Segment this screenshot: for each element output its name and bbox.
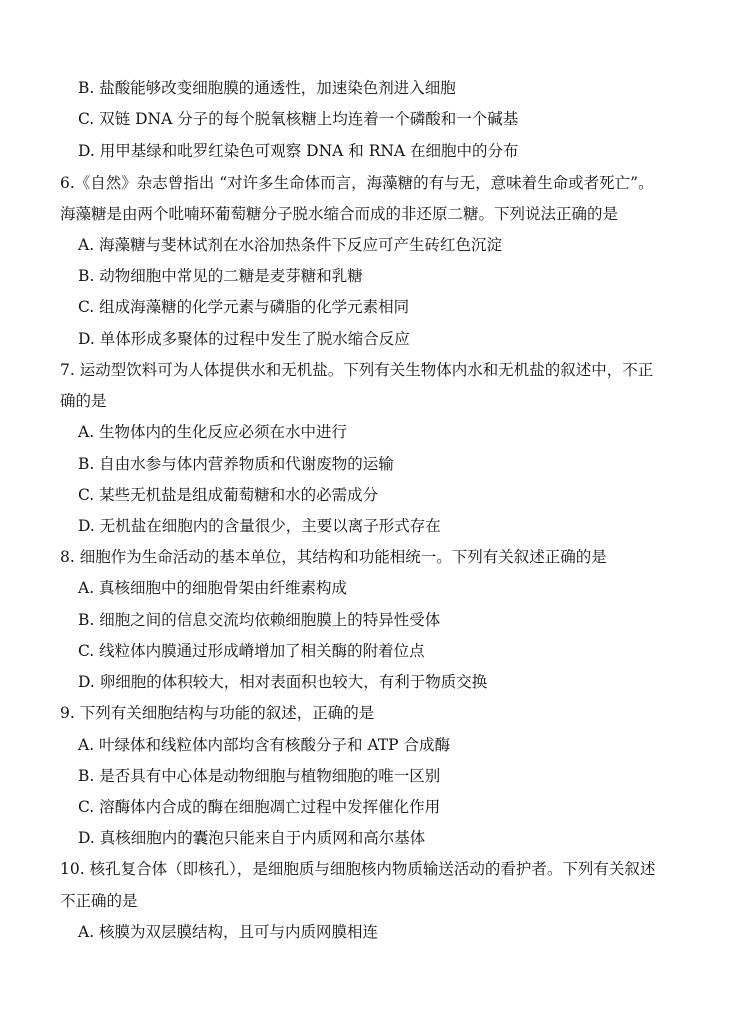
q9-option-d: D. 真核细胞内的囊泡只能来自于内质网和高尔基体 (78, 829, 426, 847)
q8-option-d: D. 卵细胞的体积较大，相对表面积也较大，有利于物质交换 (78, 673, 488, 691)
q8-option-a: A. 真核细胞中的细胞骨架由纤维素构成 (78, 579, 348, 597)
q8-option-c: C. 线粒体内膜通过形成嵴增加了相关酶的附着位点 (78, 642, 425, 660)
q9-option-a: A. 叶绿体和线粒体内部均含有核酸分子和 ATP 合成酶 (78, 736, 451, 754)
question-6-stem-cont: 海藻糖是由两个吡喃环葡萄糖分子脱水缩合而成的非还原二糖。下列说法正确的是 (60, 205, 619, 223)
q9-option-b: B. 是否具有中心体是动物细胞与植物细胞的唯一区别 (78, 767, 441, 785)
q5-option-c: C. 双链 DNA 分子的每个脱氧核糖上均连着一个磷酸和一个碱基 (78, 110, 519, 128)
question-10-stem: 10. 核孔复合体（即核孔），是细胞质与细胞核内物质输送活动的看护者。下列有关叙述 (60, 860, 656, 878)
q7-option-d: D. 无机盐在细胞内的含量很少，主要以离子形式存在 (78, 517, 441, 535)
q10-option-a: A. 核膜为双层膜结构，且可与内质网膜相连 (78, 923, 379, 941)
question-8-stem: 8. 细胞作为生命活动的基本单位，其结构和功能相统一。下列有关叙述正确的是 (60, 548, 607, 566)
q6-option-a: A. 海藻糖与斐林试剂在水浴加热条件下反应可产生砖红色沉淀 (78, 236, 503, 254)
q7-option-b: B. 自由水参与体内营养物质和代谢废物的运输 (78, 455, 394, 473)
question-9-stem: 9. 下列有关细胞结构与功能的叙述，正确的是 (60, 704, 375, 722)
question-10-stem-cont: 不正确的是 (60, 892, 138, 910)
q9-option-c: C. 溶酶体内合成的酶在细胞凋亡过程中发挥催化作用 (78, 798, 441, 816)
q5-option-d: D. 用甲基绿和吡罗红染色可观察 DNA 和 RNA 在细胞中的分布 (78, 142, 519, 160)
question-7-stem: 7. 运动型饮料可为人体提供水和无机盐。下列有关生物体内水和无机盐的叙述中，不正 (60, 361, 654, 379)
q6-option-d: D. 单体形成多聚体的过程中发生了脱水缩合反应 (78, 330, 410, 348)
question-7-stem-cont: 确的是 (60, 392, 107, 410)
q8-option-b: B. 细胞之间的信息交流均依赖细胞膜上的特异性受体 (78, 611, 441, 629)
q7-option-a: A. 生物体内的生化反应必须在水中进行 (78, 423, 348, 441)
q7-option-c: C. 某些无机盐是组成葡萄糖和水的必需成分 (78, 486, 379, 504)
q6-option-c: C. 组成海藻糖的化学元素与磷脂的化学元素相同 (78, 298, 410, 316)
q5-option-b: B. 盐酸能够改变细胞膜的通透性，加速染色剂进入细胞 (78, 79, 456, 97)
question-6-stem: 6.《自然》杂志曾指出 “对许多生命体而言，海藻糖的有与无，意味着生命或者死亡”。 (60, 174, 654, 192)
q6-option-b: B. 动物细胞中常见的二糖是麦芽糖和乳糖 (78, 267, 363, 285)
